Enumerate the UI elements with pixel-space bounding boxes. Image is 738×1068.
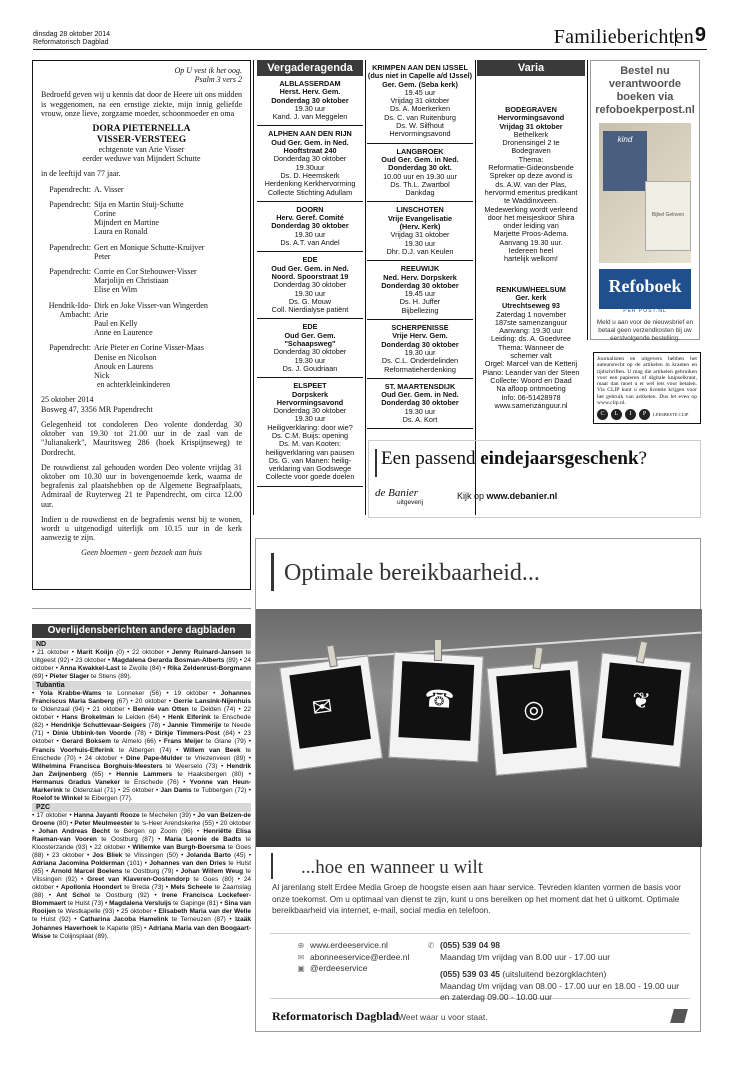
ad-headline [591,65,699,117]
meeting-agenda [257,60,363,487]
banier-ad[interactable] [368,440,701,518]
accent-bar [271,853,273,879]
head-part: Een passend [381,448,481,469]
death-notice [32,60,251,590]
agenda-items [257,76,363,487]
item-detail: 19.30 uur [294,288,326,298]
item-detail: Ds. M. van Kooten: [278,439,342,449]
agenda-item [367,60,473,144]
item-heading: ALPHEN AAN DEN RIJN [268,129,352,139]
item-heading: Ger. Gem. (Seba kerk) [382,79,458,89]
banier-logo: de Banier [375,487,419,499]
phone-hours: Maandag t/m vrijdag van 08.00 - 17.00 uur en 18.00 - 19.00 uur [440,980,680,991]
family-member: Anouk en Laurens [94,361,154,371]
spouse-line-2: eerder weduwe van Mijndert Schutte [82,154,201,164]
item-detail: Ds. J. Goudriaan [282,363,338,373]
agenda-header: Vergaderagenda [257,60,363,76]
item-heading: Hervormingsavond [497,113,565,123]
item-heading: ALBLASSERDAM [279,79,341,88]
item-detail: 19.30 uur [404,347,436,357]
item-heading: Donderdag 30 oktober [381,339,459,349]
family-place: Hendrik-Ido-Ambacht: [48,300,91,319]
phone-row-2[interactable] [440,969,679,981]
item-detail: Collecte Stichting Adullam [267,187,353,197]
notice-address: Bosweg 47, 3356 MR Papendrecht [41,404,153,414]
age-line: in de leeftijd van 77 jaar. [41,169,121,179]
item-detail: Marjette Proos-Adema. [493,229,569,239]
globe-icon: ◎ [522,695,546,725]
item-heading: Donderdag 30 oktober [271,221,349,231]
item-heading: Vrije Evangelisatie [387,213,453,223]
family-member: Paul en Kelly [94,319,138,329]
item-detail: www.samenzanguur.nl [494,400,568,410]
email-row[interactable] [296,952,409,964]
notice-intro: Bedroefd geven wij u kennis dat door de Heere uit ons midden is weggenomen, na een ernstige ziekte, mijn innig geliefde vrouw, onze lieve, zorgzame moeder, schoonmoeder en oma [41,90,242,118]
agenda-item [257,252,363,319]
agenda-item [257,76,363,126]
agenda-item [367,320,473,379]
item-heading: Vrijdag 31 oktober [499,121,563,131]
item-heading: Donderdag 30 oktober [381,398,459,408]
other-obituaries [32,640,251,941]
envelope-icon: ✉ [297,952,305,962]
item-heading: Vrije Herv. Gem. [392,331,448,341]
ad-subtext: Meld u aan voor de nieuwsbrief en betaal geen verzendkosten bij uw eerstvolgende bestelling. [596,319,694,342]
family-row [41,243,242,261]
agenda-item [367,202,473,261]
item-heading: Donderdag 30 oktober [271,95,349,105]
family-row [41,200,242,237]
twitter-card [591,653,692,768]
family-row [41,185,242,194]
other-obituaries-header: Overlijdensberichten andere dagbladen [32,624,251,638]
family-member: Gert en Monique Schutte-Kruijver [94,242,205,252]
item-detail: hartelijk welkom! [504,254,558,264]
item-detail: Piano: Leander van der Steen [482,367,580,377]
agenda-item [477,102,585,282]
website-link: www.erdeeservice.nl [310,940,388,950]
item-heading: Oud Ger. Gem. [284,330,336,340]
banier-headline [381,448,647,470]
item-detail: Ds. H. Juffer [399,297,441,307]
contact-block [270,933,690,1002]
item-heading: DOORN [296,204,324,214]
item-heading: Hooftstraat 240 [283,146,337,156]
item-detail: Leiding: ds. A. Goedvree [491,334,571,344]
item-detail: Herdenking Kerkhervorming [264,179,356,189]
title-separator [675,28,676,46]
item-detail: onder leiding van [503,221,559,231]
item-heading: EDE [302,322,318,332]
ad-line: verantwoorde [608,78,682,90]
family-member: Elise en Wim [94,285,138,295]
column-rule [587,60,588,340]
item-heading: LINSCHOTEN [396,205,444,215]
item-detail: Kand. J. van Meggelen [272,112,348,122]
item-detail: Ds. G. van Manen: heilig- [268,455,352,465]
item-detail: 19.45 uur [404,289,436,299]
obituary-list: • Yola Krabbe-Wams te Lonneker (56) • 19 oktober • Johannes Franciscus Maria Sanberg (67) • 20 oktober • Gerrie Lansink-Nijenhuis te Oldenzaal (94) • 21 oktober • Bennie van Otten te Delden (74) • 22 oktober • Hans Brokelman te Leiden (64) • Henk Elferink te Enschede (82) • Hendrikje Schuttevaar-Seigers (78) • Jannie Timmerije te Neede (71) • Dinie Ubbink-ten Voorde (78) • Dirkje Timmers-Post (84) • 23 oktober • Gerard Boksem te Almelo (66) • Frans Meijer te Glane (79) • Francis Voorhuis-Elferink te Albergen (74) • Willem van Beek te Enschede (70) • 24 oktober • Dine Pape-Mulder te Vriezenveen (89) • Wilhelmina Francisca Borghuis-Meesters te Weerselo (73) • Hendrik Jan Zwijnenberg (65) • Hennie Lammers te Haaksbergen (80) • Hermanus Gradus Vaneker te Enschede (76) • Yvonne van Heun-Markerink te Oldenzaal (71) • 25 oktober • Jan Dams te Tubbergen (72) • Roelof te Winkel te Eibergen (77). [32,690,252,802]
agenda-item [257,319,363,378]
online-contacts [296,940,409,975]
ad-line: boeken via [616,91,674,103]
item-heading: REEUWIJK [400,264,440,274]
item-heading: Oud Ger. Gem. in Ned. [271,263,349,273]
item-heading: Hervormingsavond [276,397,344,407]
family-row [41,301,242,338]
url-link: www.debanier.nl [486,491,558,501]
family-member: Laura en Ronald [94,227,148,237]
brand-name: Reformatorisch Dagblad [272,1009,399,1023]
item-detail: Bodegraven [511,146,551,156]
agenda-item [257,202,363,252]
item-detail: Vrijdag 31 oktober [390,230,450,240]
family-member: Peter [94,251,111,261]
family-place: Papendrecht: [49,267,91,277]
item-detail: Medewerking wordt verleend [484,204,578,214]
item-heading: Herst. Herv. Gem. [279,87,341,97]
item-detail: Ds. C.L. Onderdelinden [381,356,459,366]
family-place: Papendrecht: [49,199,91,209]
item-detail: Collecte: Woord en Daad [490,375,572,385]
family-member: Arie Pieter en Corine Visser-Maas [94,343,204,353]
item-detail: Info: 06-51428978 [501,392,561,402]
logo-text: Refoboek [608,276,682,296]
item-heading: BODEGRAVEN [505,105,557,114]
twitter-handle: @erdeeservice [310,963,368,973]
family-names [94,267,197,295]
item-detail: Donderdag 30 oktober [273,347,347,357]
item-heading: LANGBROEK [396,146,444,156]
bird-icon: ❦ [630,687,652,714]
item-detail: Ds. A. Kort [402,414,438,424]
banier-sub: uitgeverij [397,499,424,506]
verse-line: Op U vest ik het oog. [174,66,242,75]
clothespin [434,639,442,661]
item-detail: Ds. C. van Ruitenburg [384,112,456,122]
item-heading: Oud Ger. Gem. in Ned. [381,154,459,164]
column-rule [253,60,254,515]
family-names [94,185,124,194]
family-names [94,200,184,237]
book-cover: Bijbel Geloven [645,181,691,251]
agenda-item [367,379,473,429]
item-detail: hervormd emeritus predikant [484,187,578,197]
item-detail: 19.30 uur [404,238,436,248]
ad-title: Optimale bereikbaarheid... [284,560,540,586]
item-detail: Donderdag 30 oktober [273,154,347,164]
head-part: ? [638,448,647,469]
item-detail: door het meisjeskoor Shira [487,212,575,222]
brand-slogan: Weet waar u voor staat. [398,1012,488,1022]
phone-note: (uitsluitend bezorgklachten) [500,969,607,979]
item-heading: Oud Ger. Gem. in Ned. [271,137,349,147]
item-heading: RENKUM/HEELSUM [496,284,566,294]
clip-p-icon: P [639,409,650,420]
section-rule [32,608,251,609]
deceased-name [41,124,242,145]
family-row [41,267,242,295]
url-prefix: Kijk op [457,491,487,501]
envelope-icon: ✉ [310,692,335,723]
item-detail: Coll. Nierdialyse patiënt [271,305,349,315]
twitter-row[interactable] [296,963,409,975]
item-detail: Donderdag 30 oktober [273,406,347,416]
refoboek-ad[interactable] [590,60,700,340]
item-heading: Ger. kerk [515,292,547,302]
item-detail: Heiligverklaring: door wie? [267,422,353,432]
item-detail: Reformatieherdenking [384,364,456,374]
family-place: Papendrecht: [49,343,91,353]
family-names [94,301,208,338]
item-detail: Vrijdag 31 oktober [390,96,450,106]
date-text: dinsdag 28 oktober 2014 [33,31,111,38]
phone-hours: Maandag t/m vrijdag van 8.00 uur - 17.00 uur [440,951,611,962]
brand-logo-icon [670,1009,688,1023]
family-member: Corrie en Cor Stehouwer-Visser [94,267,197,277]
twitter-icon: ▣ [297,964,305,973]
item-detail: Ds. A. Moerkerken [389,104,451,114]
item-heading: KRIMPEN AAN DEN IJSSEL [372,63,468,72]
item-heading: Dorpskerk [291,389,329,399]
grandchildren-line: en achterkleinkinderen [97,380,171,390]
section-title: Familieberichten [553,26,694,48]
varia-header: Varia [477,60,585,76]
family-member: Corine [94,209,116,219]
clip-notice [593,352,701,424]
name-line-1: DORA PIETERNELLA [92,124,191,135]
item-detail: 19.30 uur [294,355,326,365]
item-detail: verklaring van Godswege [268,464,352,474]
item-detail: Iedereen heel [508,246,554,256]
agenda-item [477,282,585,428]
agenda-items-continued [367,60,473,429]
item-detail: ds. A.W. van der Plas, [495,179,567,189]
item-heading: (Herv. Kerk) [399,222,441,232]
item-detail: Aanvang 19.30 uur. [499,237,563,247]
item-detail: Donderdag 30 oktober [273,280,347,290]
family-names [94,243,204,261]
item-detail: 19.30 uur [404,406,436,416]
family-place: Papendrecht: [49,242,91,252]
ad-line: refoboekperpost.nl [595,104,695,116]
family-member: Nick [94,371,110,381]
item-detail: Ds. D. Heemskerk [280,170,340,180]
item-detail: 187ste samenzanguur [494,317,568,327]
website-row[interactable] [296,940,409,952]
family-member: A. Visser [94,184,124,194]
item-heading: Donderdag 30 oktober [381,280,459,290]
item-detail: Hervormingsavond [389,129,451,139]
family-member: Arie [94,309,109,319]
page-number: 9 [694,24,706,46]
item-detail: Ds. W. Silfhout [396,121,444,131]
clip-icons [597,409,697,420]
family-member: Mijndert en Martine [94,218,159,228]
item-detail: 19.30 uur [294,103,326,113]
item-detail: heiligverklaring van pausen [265,447,355,457]
phone-number: (055) 539 04 98 [440,940,501,950]
book-cover-image [599,123,691,263]
family-member: Denise en Nicolson [94,352,157,362]
item-detail: Ds. C.M. Buijs: opening [271,430,349,440]
phone-icon: ☎ [423,685,455,714]
service-text: De rouwdienst zal gehouden worden Deo volente vrijdag 31 oktober om 10.30 uur in bovengenoemde kerk, waarna de begrafenis zal plaatshebben op de Algemene Begraafplaats, Admiraal de Ruyterweg 21 te Papendrecht, om circa 12.00 uur. [41,462,242,509]
ad-subtitle: ...hoe en wanneer u wilt [301,857,484,878]
globe-card [486,660,587,776]
newspaper-tag: Tubantia [32,681,251,690]
item-heading: Herv. Geref. Comité [276,213,344,223]
column-rule [365,60,366,515]
logo-sub: PER POST.NL [623,308,667,314]
clip-label: LEESBESTE CLIP [653,412,689,418]
item-detail: Na afloop ontmoeting [496,384,566,394]
agenda-item [257,378,363,487]
newspaper-tag: PZC [32,803,251,812]
item-detail: Orgel: Marcel van de Ketterij [484,359,578,369]
email-card [279,655,383,771]
agenda-item [367,144,473,203]
item-detail: schemer valt [510,351,552,361]
agenda-continued [367,60,473,429]
ad-line: Bestel nu [620,65,670,77]
item-detail: 19.30 uur [294,229,326,239]
item-detail: Reformatie-Gideonsbende [488,163,574,173]
item-heading: Donderdag 30 okt. [388,163,452,173]
item-heading: SCHERPENISSE [391,323,449,333]
family-member: Anne en Laurence [94,328,153,338]
item-heading: EDE [302,255,318,265]
obituary-list: • 17 oktober • Hanna Jayanti Rooze te Mechelen (39) • Jo van Belzen-de Groene (80) • Peter Meulmeester te 's-Heer Arendskerke (55) • 20 oktober • Johan Andreas Becht te Bergen op Zoom (96) • Henriëtte Elisa Raeman-van Vooren te Oostburg (87) • Maria Leonie de Badts te Kloosterzande (93) • 22 oktober • Willemke van Burgh-Boersma te Goes (88) • 23 oktober • Jos Bliek te Vlissingen (50) • Jolanda Barto (45) • Adriana Jacomina Polderman (101) • Johannes van den Dries te Hulst (85) • Arnold Marcel Boelens te Oostburg (79) • Johan Willem Weug te Vlissingen (92) • Greet van Klaveren-Oostendorp te Goes (80) • 24 oktober • Apollonia Hoondert te Breda (73) • Mels Scheele te Zaamslag (88) • Ant Schol te Oostburg (92) • Irene Francisca Lockefeer-Blommaert te Hulst (73) • Magdalena Versluijs te Gapinge (81) • Sina van Rooijen te Westkapelle (93) • 25 oktober • Elisabeth Maria van der Welle te Hulst (92) • Catharina Jacoba Hamelink te Terneuzen (87) • Izaäk Johannes Haverhoek te Kapelle (85) • Adriana Maria van den Boogaart-Wisse te Colijnsplaat (89). [32,811,252,940]
phone-number: (055) 539 03 45 [440,969,501,979]
family-names [94,343,204,380]
phone-hours: en zaterdag 09.00 - 10.00 uur [440,992,552,1002]
header-rule [33,49,707,50]
banier-url[interactable] [457,491,557,501]
phone-row-1[interactable] [427,940,679,952]
clip-c-icon: C [597,409,608,420]
item-detail: Bethelkerk [513,129,549,139]
family-row [41,343,242,380]
verse-ref: Psalm 3 vers 2 [194,75,242,85]
notice-date: 25 oktober 2014 [41,395,94,405]
item-detail: te Waddinxveen. [503,196,559,206]
clip-i-icon: I [625,409,636,420]
refoboek-logo [599,269,691,309]
family-member: Dirk en Joke Visser-van Wingerden [94,300,208,310]
name-line-2: VISSER-VERSTEEG [96,134,187,145]
obituary-list: • 21 oktober • Marit Koiijn (0) • 22 oktober • Jenny Ruinard-Jansen te Uitgeest (92) • 23 oktober • Magdalena Gerarda Bosman-Alberts (89) • 24 oktober • Anna Kwakkel-Last te Zwolle (84) • Rika Zeldenrust-Borgmann (69) • Pieter Slager te Stiens (89). [32,649,252,681]
paper-name: Reformatorisch Dagblad [33,39,109,46]
spouse-line-1: echtgenote van Arie Visser [98,145,185,155]
varia-section [477,60,585,428]
accent-bar [271,553,274,591]
agenda-item [367,261,473,320]
item-detail: 19.30uur [295,162,325,172]
item-heading: ELSPEET [293,381,327,391]
family-list [41,185,242,381]
flowers-note: Geen bloemen - geen bezoek aan huis [81,548,202,558]
item-detail: Dronensingel 2 te [502,138,560,148]
item-detail: Collecte voor goede doelen [265,472,355,482]
newspaper-tag: ND [32,640,251,649]
phone-card [388,652,483,763]
invite-text: Indien u de rouwdienst en de begrafenis wenst bij te wonen, wordt u uitgenodigd uiterlijk om 10.15 uur in de kerk aanwezig te zijn. [41,514,242,543]
item-detail: Ds. G. Mouw [288,296,332,306]
ad-body: Al jarenlang stelt Erdee Media Groep de hoogste eisen aan haar service. Tevreden klanten vormen de basis voor onze toekomst. Om u optimaal van dienst te zijn, kunt u ons bereiken op het moment dat het ú uitkomt. Optimale bereikbaarheid via internet, e-mail, social media en telefoon. [272,883,682,915]
condolence-text: Gelegenheid tot condoleren Deo volente donderdag 30 oktober van 19.30 tot 21.00 uur in de zaal van de "Julianakerk", Mauritsweg 286 (hoek Krispijnseweg) te Dordrecht. [41,419,242,457]
ad-accent-bar [375,449,377,477]
family-place: Papendrecht: [49,184,91,194]
item-detail: 19.45 uur [404,87,436,97]
family-member: Sija en Martin Stuij-Schutte [94,199,184,209]
head-bold: eindejaarsgeschenk [480,448,639,469]
book-cover: kind [603,131,647,191]
item-detail: Thema: [518,154,544,164]
erdee-service-ad [255,538,701,1032]
page-date [33,31,110,47]
item-heading: Utrechtseweg 93 [502,301,560,311]
item-heading: ST. MAARTENSDIJK [384,381,456,391]
phone-icon: ✆ [427,941,435,950]
agenda-item [257,126,363,201]
item-detail: Aanvang: 19.30 uur [499,326,563,336]
item-detail: Zaterdag 1 november [496,309,566,319]
item-detail: 10.00 uur en 19.30 uur [383,171,457,181]
item-heading: (dus niet in Capelle a/d IJssel) [367,71,473,81]
item-detail: Bijbellezing [401,305,439,315]
item-heading: Oud Ger. Gem. in Ned. [381,390,459,400]
email-link: abonneeservice@erdee.nl [310,951,410,962]
item-detail: Thema: Wanneer de [497,342,565,352]
polaroid-photo [256,609,702,847]
item-detail: Ds. A.T. van Andel [280,238,340,248]
clip-text: Journalisten en uitgevers hebben het auteursrecht op de artikelen in kranten en tijdschriften. U mag die artikelen gebruiken voor een papieren of digitale knipselkrant, maar dan moet u er wel iets voor betalen. Via CLIP kunt u een licentie krijgen voor het gebruik van artikelen. Dus let even op www.clip.nl. [597,356,697,407]
varia-items [477,76,585,428]
item-detail: Ds. Th.L. Zwartbol [390,179,450,189]
family-member: Marjolijn en Christiaan [94,276,169,286]
clip-l-icon: L [611,409,622,420]
item-detail: "Schaapsweg" [284,339,336,349]
item-heading: Ned. Herv. Dorpskerk [383,272,457,282]
item-detail: 19.30 uur [294,414,326,424]
item-detail: Dankdag [405,188,435,198]
item-detail: Dhr. D.J. van Keulen [386,246,454,256]
item-heading: Noord. Spoorstraat 19 [271,271,349,281]
item-detail: Spreker op deze avond is [489,171,573,181]
phone-contacts [427,940,680,1004]
globe-icon: ⊕ [297,941,305,950]
